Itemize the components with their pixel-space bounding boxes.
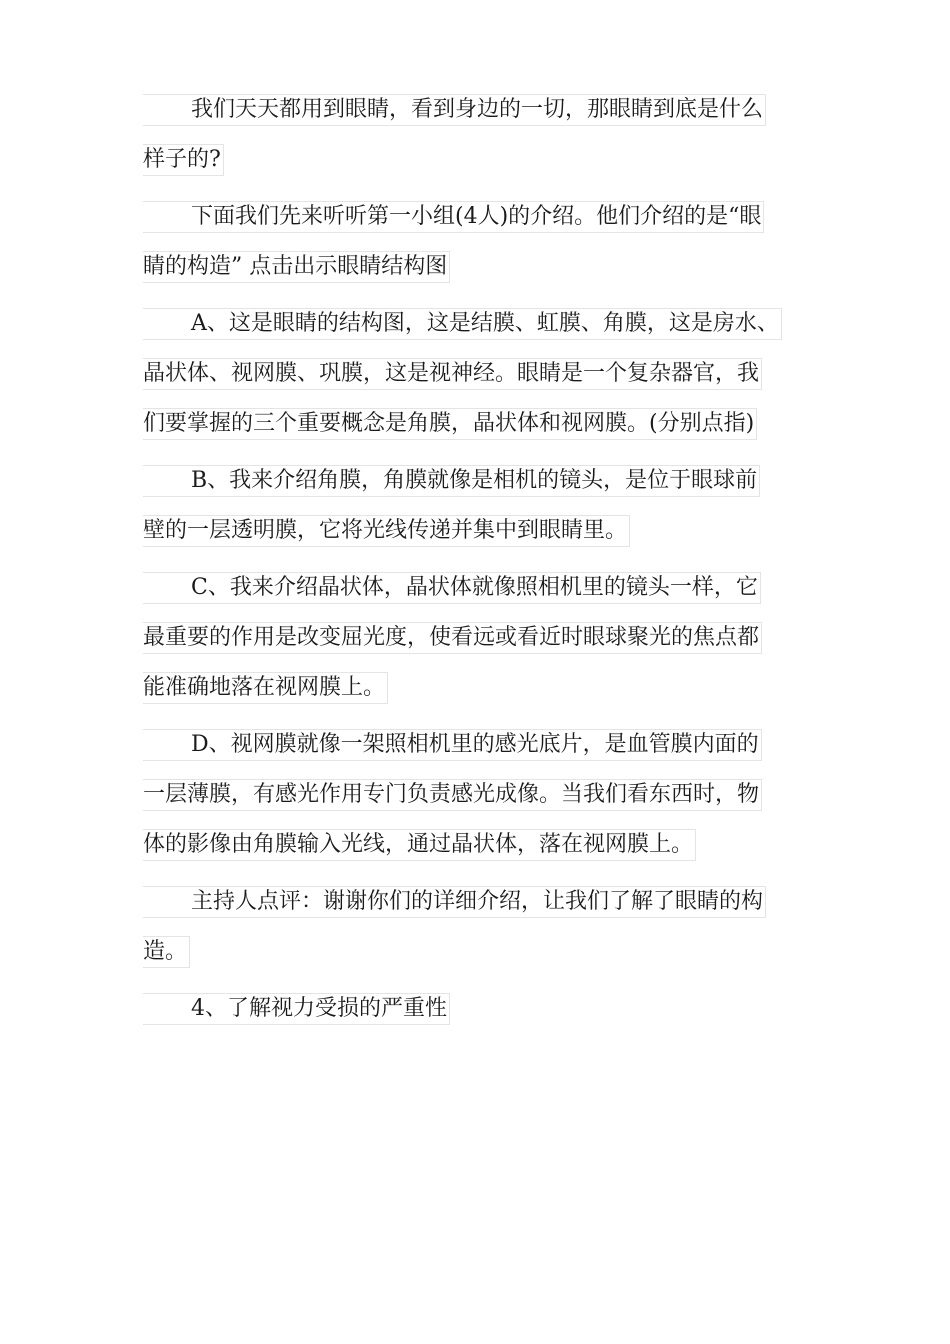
text-line: 主持人点评：谢谢你们的详细介绍，让我们了解了眼睛的构	[143, 886, 766, 918]
text-line: 我们天天都用到眼睛，看到身边的一切，那眼睛到底是什么	[143, 94, 766, 126]
text-line: 们要掌握的三个重要概念是角膜，晶状体和视网膜。(分别点指)	[143, 408, 757, 440]
text-line: 壁的一层透明膜，它将光线传递并集中到眼睛里。	[143, 515, 630, 547]
text-line: D、视网膜就像一架照相机里的感光底片，是血管膜内面的	[143, 729, 762, 761]
text-line: C、我来介绍晶状体，晶状体就像照相机里的镜头一样，它	[143, 572, 761, 604]
text-line: A、这是眼睛的结构图，这是结膜、虹膜、角膜，这是房水、	[143, 308, 782, 340]
text-line: B、我来介绍角膜，角膜就像是相机的镜头，是位于眼球前	[143, 465, 760, 497]
paragraph-c-lens	[143, 572, 815, 704]
document-body	[143, 94, 815, 1050]
text-line: 下面我们先来听听第一小组(4人)的介绍。他们介绍的是“眼	[143, 201, 764, 233]
section-heading-vision-damage	[143, 993, 815, 1025]
text-line: 一层薄膜，有感光作用专门负责感光成像。当我们看东西时，物	[143, 779, 762, 811]
paragraph-group-intro	[143, 201, 815, 283]
text-line: 样子的?	[143, 144, 224, 176]
paragraph-d-retina	[143, 729, 815, 861]
text-line: 晶状体、视网膜、巩膜，这是视神经。眼睛是一个复杂器官，我	[143, 358, 762, 390]
text-line: 体的影像由角膜输入光线，通过晶状体，落在视网膜上。	[143, 829, 696, 861]
paragraph-a-structure	[143, 308, 815, 440]
text-line: 能准确地落在视网膜上。	[143, 672, 388, 704]
paragraph-host-comment	[143, 886, 815, 968]
text-line: 4、了解视力受损的严重性	[143, 993, 450, 1025]
paragraph-intro-question	[143, 94, 815, 176]
text-line: 造。	[143, 936, 190, 968]
text-line: 睛的构造” 点击出示眼睛结构图	[143, 251, 450, 283]
paragraph-b-cornea	[143, 465, 815, 547]
text-line: 最重要的作用是改变屈光度，使看远或看近时眼球聚光的焦点都	[143, 622, 762, 654]
